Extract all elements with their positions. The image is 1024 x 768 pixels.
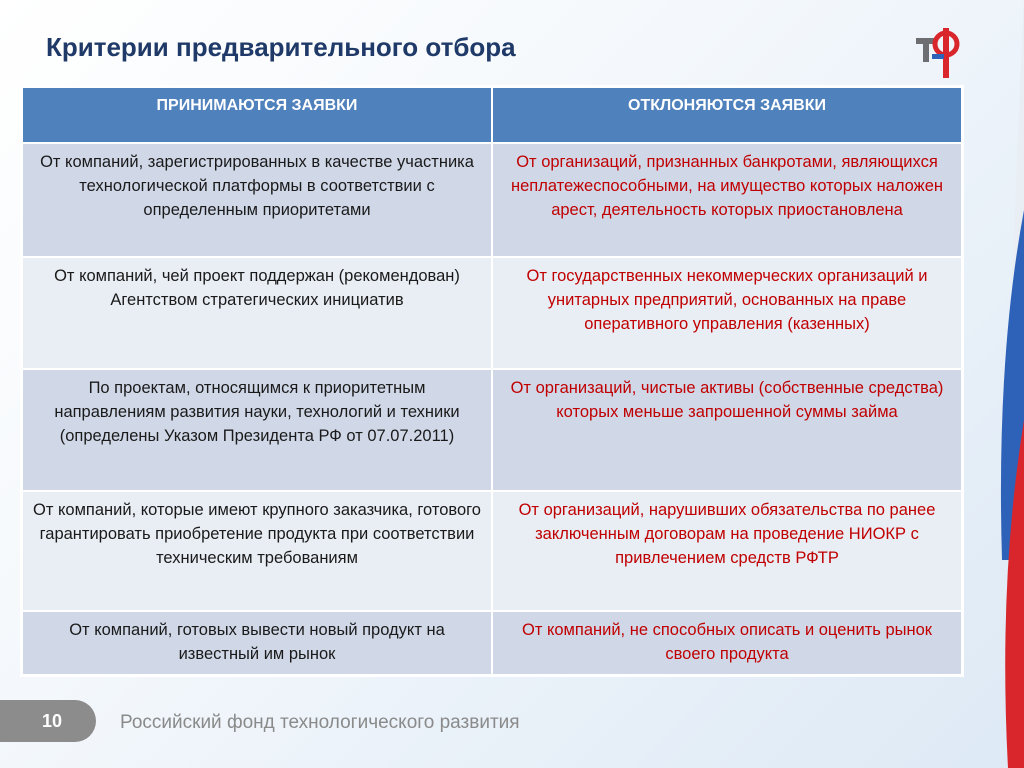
column-header-rejected: ОТКЛОНЯЮТСЯ ЗАЯВКИ xyxy=(492,87,962,143)
accepted-cell: От компаний, готовых вывести новый продукт на известный им рынок xyxy=(22,611,492,675)
table-row xyxy=(22,611,962,675)
criteria-table xyxy=(20,85,964,677)
decorative-flag-stripes xyxy=(990,0,1024,768)
accepted-cell: От компаний, чей проект поддержан (рекомендован) Агентством стратегических инициатив xyxy=(22,257,492,369)
rejected-cell: От компаний, не способных описать и оценить рынок своего продукта xyxy=(492,611,962,675)
rftr-logo-icon xyxy=(912,24,968,80)
table-row xyxy=(22,491,962,611)
table-row xyxy=(22,369,962,491)
table-row xyxy=(22,143,962,257)
rejected-cell: От организаций, чистые активы (собственные средства) которых меньше запрошенной суммы займа xyxy=(492,369,962,491)
accepted-cell: От компаний, которые имеют крупного заказчика, готового гарантировать приобретение продукта при соответствии техническим требованиям xyxy=(22,491,492,611)
accepted-cell: От компаний, зарегистрированных в качестве участника технологической платформы в соответствии с определенным приоритетами xyxy=(22,143,492,257)
rejected-cell: От государственных некоммерческих организаций и унитарных предприятий, основанных на праве оперативного управления (казенных) xyxy=(492,257,962,369)
slide-title: Критерии предварительного отбора xyxy=(46,32,516,62)
rejected-cell: От организаций, признанных банкротами, являющихся неплатежеспособными, на имущество которых наложен арест, деятельность которых приостановлена xyxy=(492,143,962,257)
column-header-accepted: ПРИНИМАЮТСЯ ЗАЯВКИ xyxy=(22,87,492,143)
table-row xyxy=(22,257,962,369)
accepted-cell: По проектам, относящимся к приоритетным направлениям развития науки, технологий и техники (определены Указом Президента РФ от 07.07.2011) xyxy=(22,369,492,491)
page-number: 10 xyxy=(0,700,96,742)
footer-organization-name: Российский фонд технологического развития xyxy=(120,712,520,733)
rejected-cell: От организаций, нарушивших обязательства по ранее заключенным договорам на проведение НИОКР с привлечением средств РФТР xyxy=(492,491,962,611)
